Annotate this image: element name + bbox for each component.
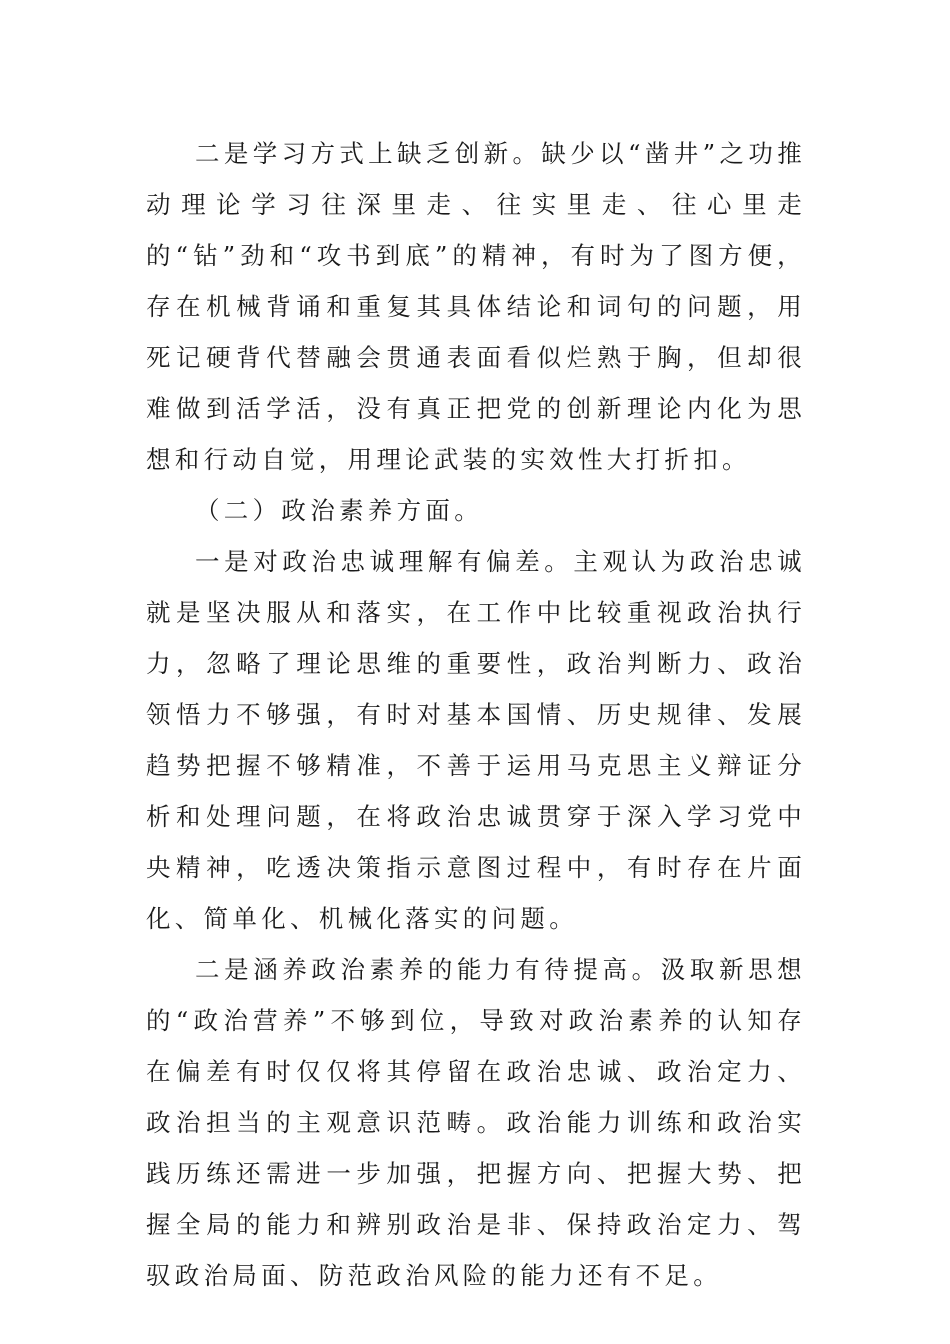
paragraph-study-method: 二是学习方式上缺乏创新。缺少以“凿井”之功推动理论学习往深里走、往实里走、往心里走的“钻”劲和“攻书到底”的精神，有时为了图方便，存在机械背诵和重复其具体结论和词句的问题，用死记硬背代替融会贯通表面看似烂熟于胸，但却很难做到活学活，没有真正把党的创新理论内化为思想和行动自觉，用理论武装的实效性大打折扣。 bbox=[146, 139, 806, 474]
document-body bbox=[146, 128, 806, 1301]
section-heading-political-literacy: （二）政治素养方面。 bbox=[195, 496, 483, 525]
paragraph-political-loyalty: 一是对政治忠诚理解有偏差。主观认为政治忠诚就是坚决服从和落实，在工作中比较重视政治执行力，忽略了理论思维的重要性，政治判断力、政治领悟力不够强，有时对基本国情、历史规律、发展趋势把握不够精准，不善于运用马克思主义辩证分析和处理问题，在将政治忠诚贯穿于深入学习党中央精神，吃透决策指示意图过程中，有时存在片面化、简单化、机械化落实的问题。 bbox=[146, 547, 806, 933]
paragraph-political-cultivation: 二是涵养政治素养的能力有待提高。汲取新思想的“政治营养”不够到位，导致对政治素养的认知存在偏差有时仅仅将其停留在政治忠诚、政治定力、政治担当的主观意识范畴。政治能力训练和政治实践历练还需进一步加强，把握方向、把握大势、把握全局的能力和辨别政治是非、保持政治定力、驾驭政治局面、防范政治风险的能力还有不足。 bbox=[146, 955, 806, 1290]
